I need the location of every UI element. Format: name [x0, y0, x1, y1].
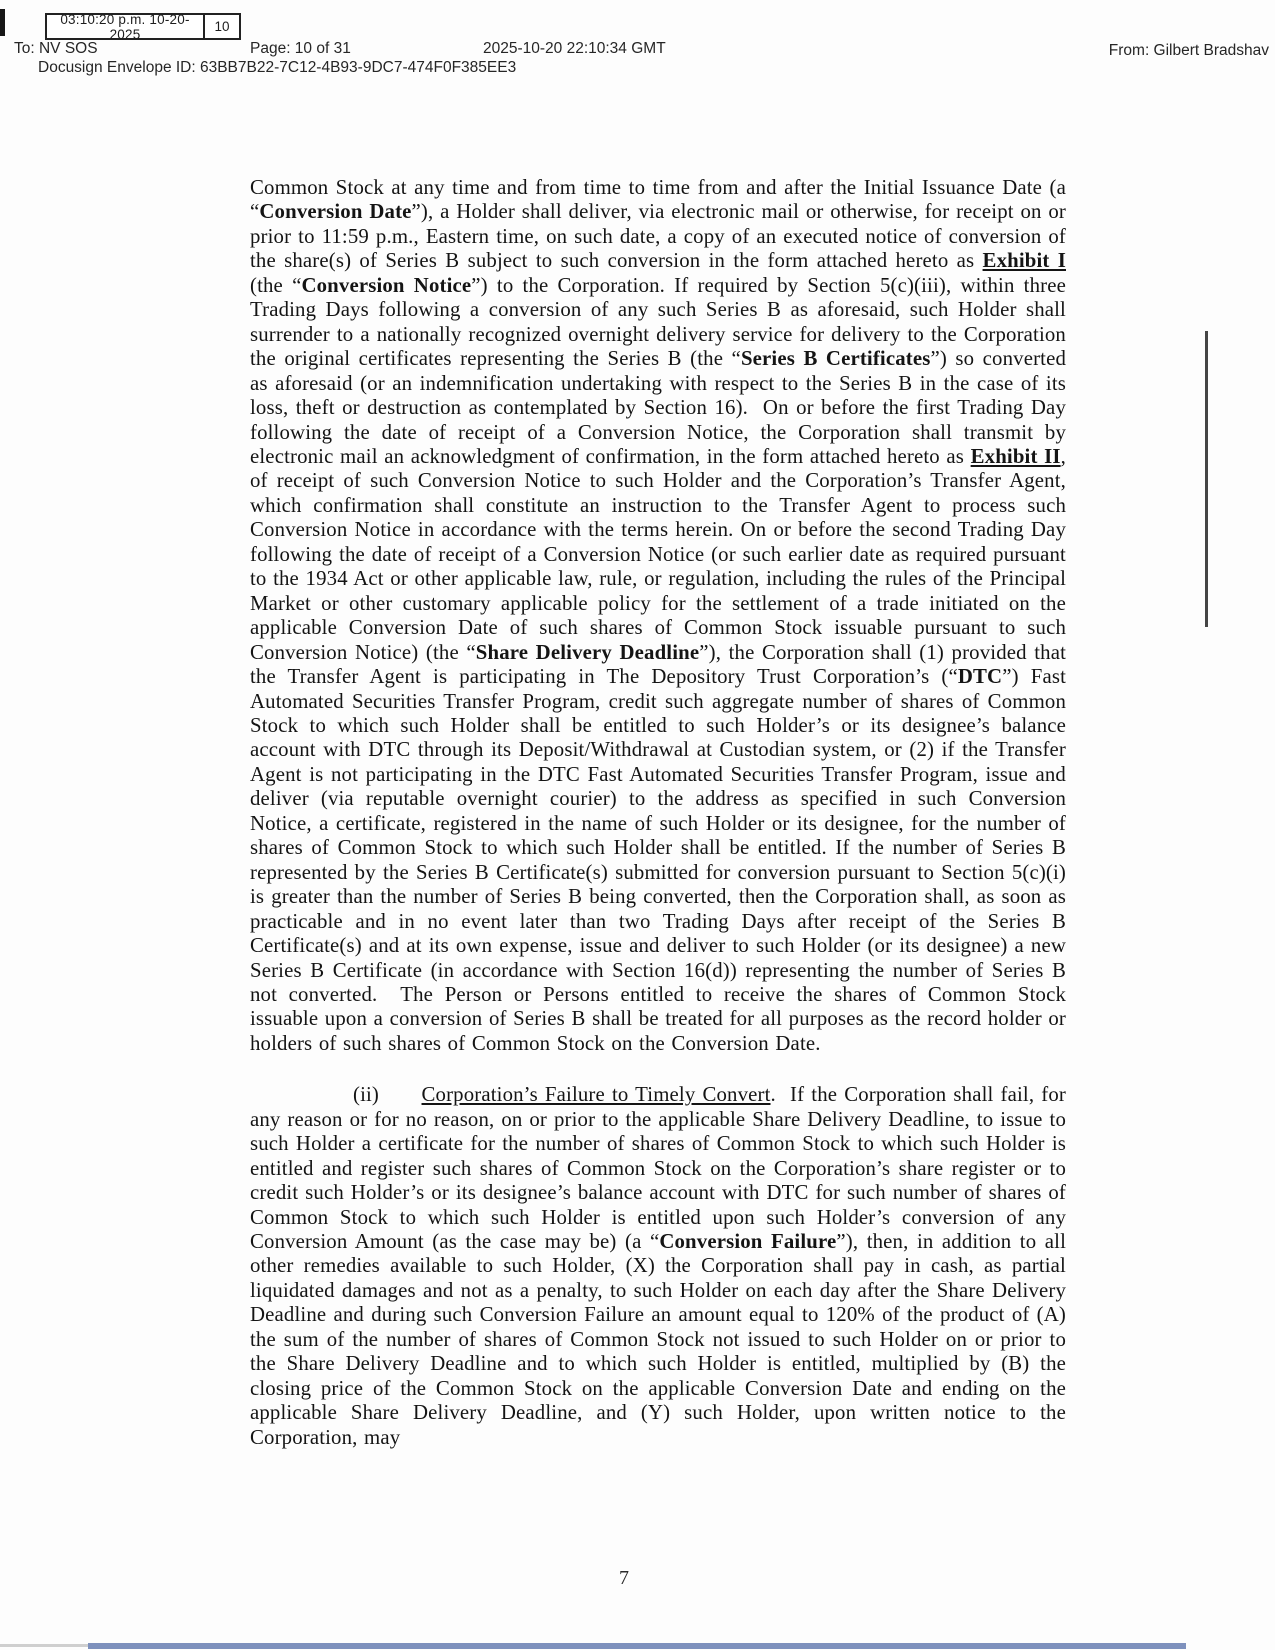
fax-header-timestamp-gmt: 2025-10-20 22:10:34 GMT: [483, 40, 666, 57]
scan-artifact-bottom-bar: [88, 1643, 1186, 1649]
paragraph-failure-to-timely-convert: (ii) Corporation’s Failure to Timely Convert. If the Corporation shall fail, for any reason or for no reason, on or prior to the applicable Share Delivery Deadline, to issue to such Holder a certificate for the number of shares of Common Stock to which such Holder is entitled and register such shares of Common Stock on the Corporation’s share register or to credit such Holder’s or its designee’s balance account with DTC for such number of shares of Common Stock to which such Holder is entitled upon such Holder’s conversion of any Conversion Amount (as the case may be) (a “Conversion Failure”), then, in addition to all other remedies available to such Holder, (X) the Corporation shall pay in cash, as partial liquidated damages and not as a penalty, to such Holder on each day after the Share Delivery Deadline and during such Conversion Failure an amount equal to 120% of the product of (A) the sum of the number of shares of Common Stock not issued to such Holder on or prior to the Share Delivery Deadline and to which such Holder is entitled, multiplied by (B) the closing price of the Common Stock on the applicable Conversion Date and ending on the applicable Share Delivery Deadline, and (Y) such Holder, upon written notice to the Corporation, may: [250, 1083, 1066, 1449]
fax-header-page-info: Page: 10 of 31: [250, 40, 351, 57]
scan-artifact-left-tick: [0, 9, 5, 36]
fax-header-to: To: NV SOS: [14, 40, 98, 57]
fax-timestamp: 03:10:20 p.m. 10-20-2025: [60, 11, 190, 42]
paragraph-conversion-mechanics: Common Stock at any time and from time to time from and after the Initial Issuance Date (a “Conversion Date”), a Holder shall deliver, via electronic mail or otherwise, for receipt on or prior to 11:59 p.m., Eastern time, on such date, a copy of an executed notice of conversion of the share(s) of Series B subject to such conversion in the form attached hereto as Exhibit I (the “Conversion Notice”) to the Corporation. If required by Section 5(c)(iii), within three Trading Days following a conversion of any such Series B as aforesaid, such Holder shall surrender to a nationally recognized overnight delivery service for delivery to the Corporation the original certificates representing the Series B (the “Series B Certificates”) so converted as aforesaid (or an indemnification undertaking with respect to the Series B in the case of its loss, theft or destruction as contemplated by Section 16). On or before the first Trading Day following the date of receipt of a Conversion Notice, the Corporation shall transmit by electronic mail an acknowledgment of confirmation, in the form attached hereto as Exhibit II, of receipt of such Conversion Notice to such Holder and the Corporation’s Transfer Agent, which confirmation shall constitute an instruction to the Transfer Agent to process such Conversion Notice in accordance with the terms herein. On or before the second Trading Day following the date of receipt of a Conversion Notice (or such earlier date as required pursuant to the 1934 Act or other applicable law, rule, or regulation, including the rules of the Principal Market or other customary applicable policy for the settlement of a trade initiated on the applicable Conversion Date of such shares of Common Stock issuable pursuant to such Conversion Notice) (the “Share Delivery Deadline”), the Corporation shall (1) provided that the Transfer Agent is participating in The Depository Trust Corporation’s (“DTC”) Fast Automated Securities Transfer Program, credit such aggregate number of shares of Common Stock to which such Holder shall be entitled to such Holder’s or its designee’s balance account with DTC through its Deposit/Withdrawal at Custodian system, or (2) if the Transfer Agent is not participating in the DTC Fast Automated Securities Transfer Program, issue and deliver (via reputable overnight courier) to the address as specified in such Conversion Notice, a certificate, registered in the name of such Holder or its designee, for the number of shares of Common Stock to which such Holder shall be entitled. If the number of Series B represented by the Series B Certificate(s) submitted for conversion pursuant to Section 5(c)(i) is greater than the number of Series B being converted, then the Corporation shall, as soon as practicable and in no event later than two Trading Days after receipt of the Series B Certificate(s) and at its own expense, issue and deliver to such Holder (or its designee) a new Series B Certificate (in accordance with Section 16(d)) representing the number of Series B not converted. The Person or Persons entitled to receive the shares of Common Stock issuable upon a conversion of Series B shall be treated for all purposes as the record holder or holders of such shares of Common Stock on the Conversion Date.: [250, 176, 1067, 1055]
fax-header-from: From: Gilbert Bradshav: [1108, 42, 1269, 59]
fax-timestamp-box: [45, 13, 241, 40]
scan-artifact-right-edge-line: [1205, 331, 1208, 627]
document-body: [250, 176, 1066, 1450]
fax-stamp-page-number: 10: [203, 15, 239, 38]
page-number: 7: [619, 1567, 629, 1589]
docusign-envelope-id: Docusign Envelope ID: 63BB7B22-7C12-4B93-9DC7-474F0F385EE3: [38, 59, 517, 76]
